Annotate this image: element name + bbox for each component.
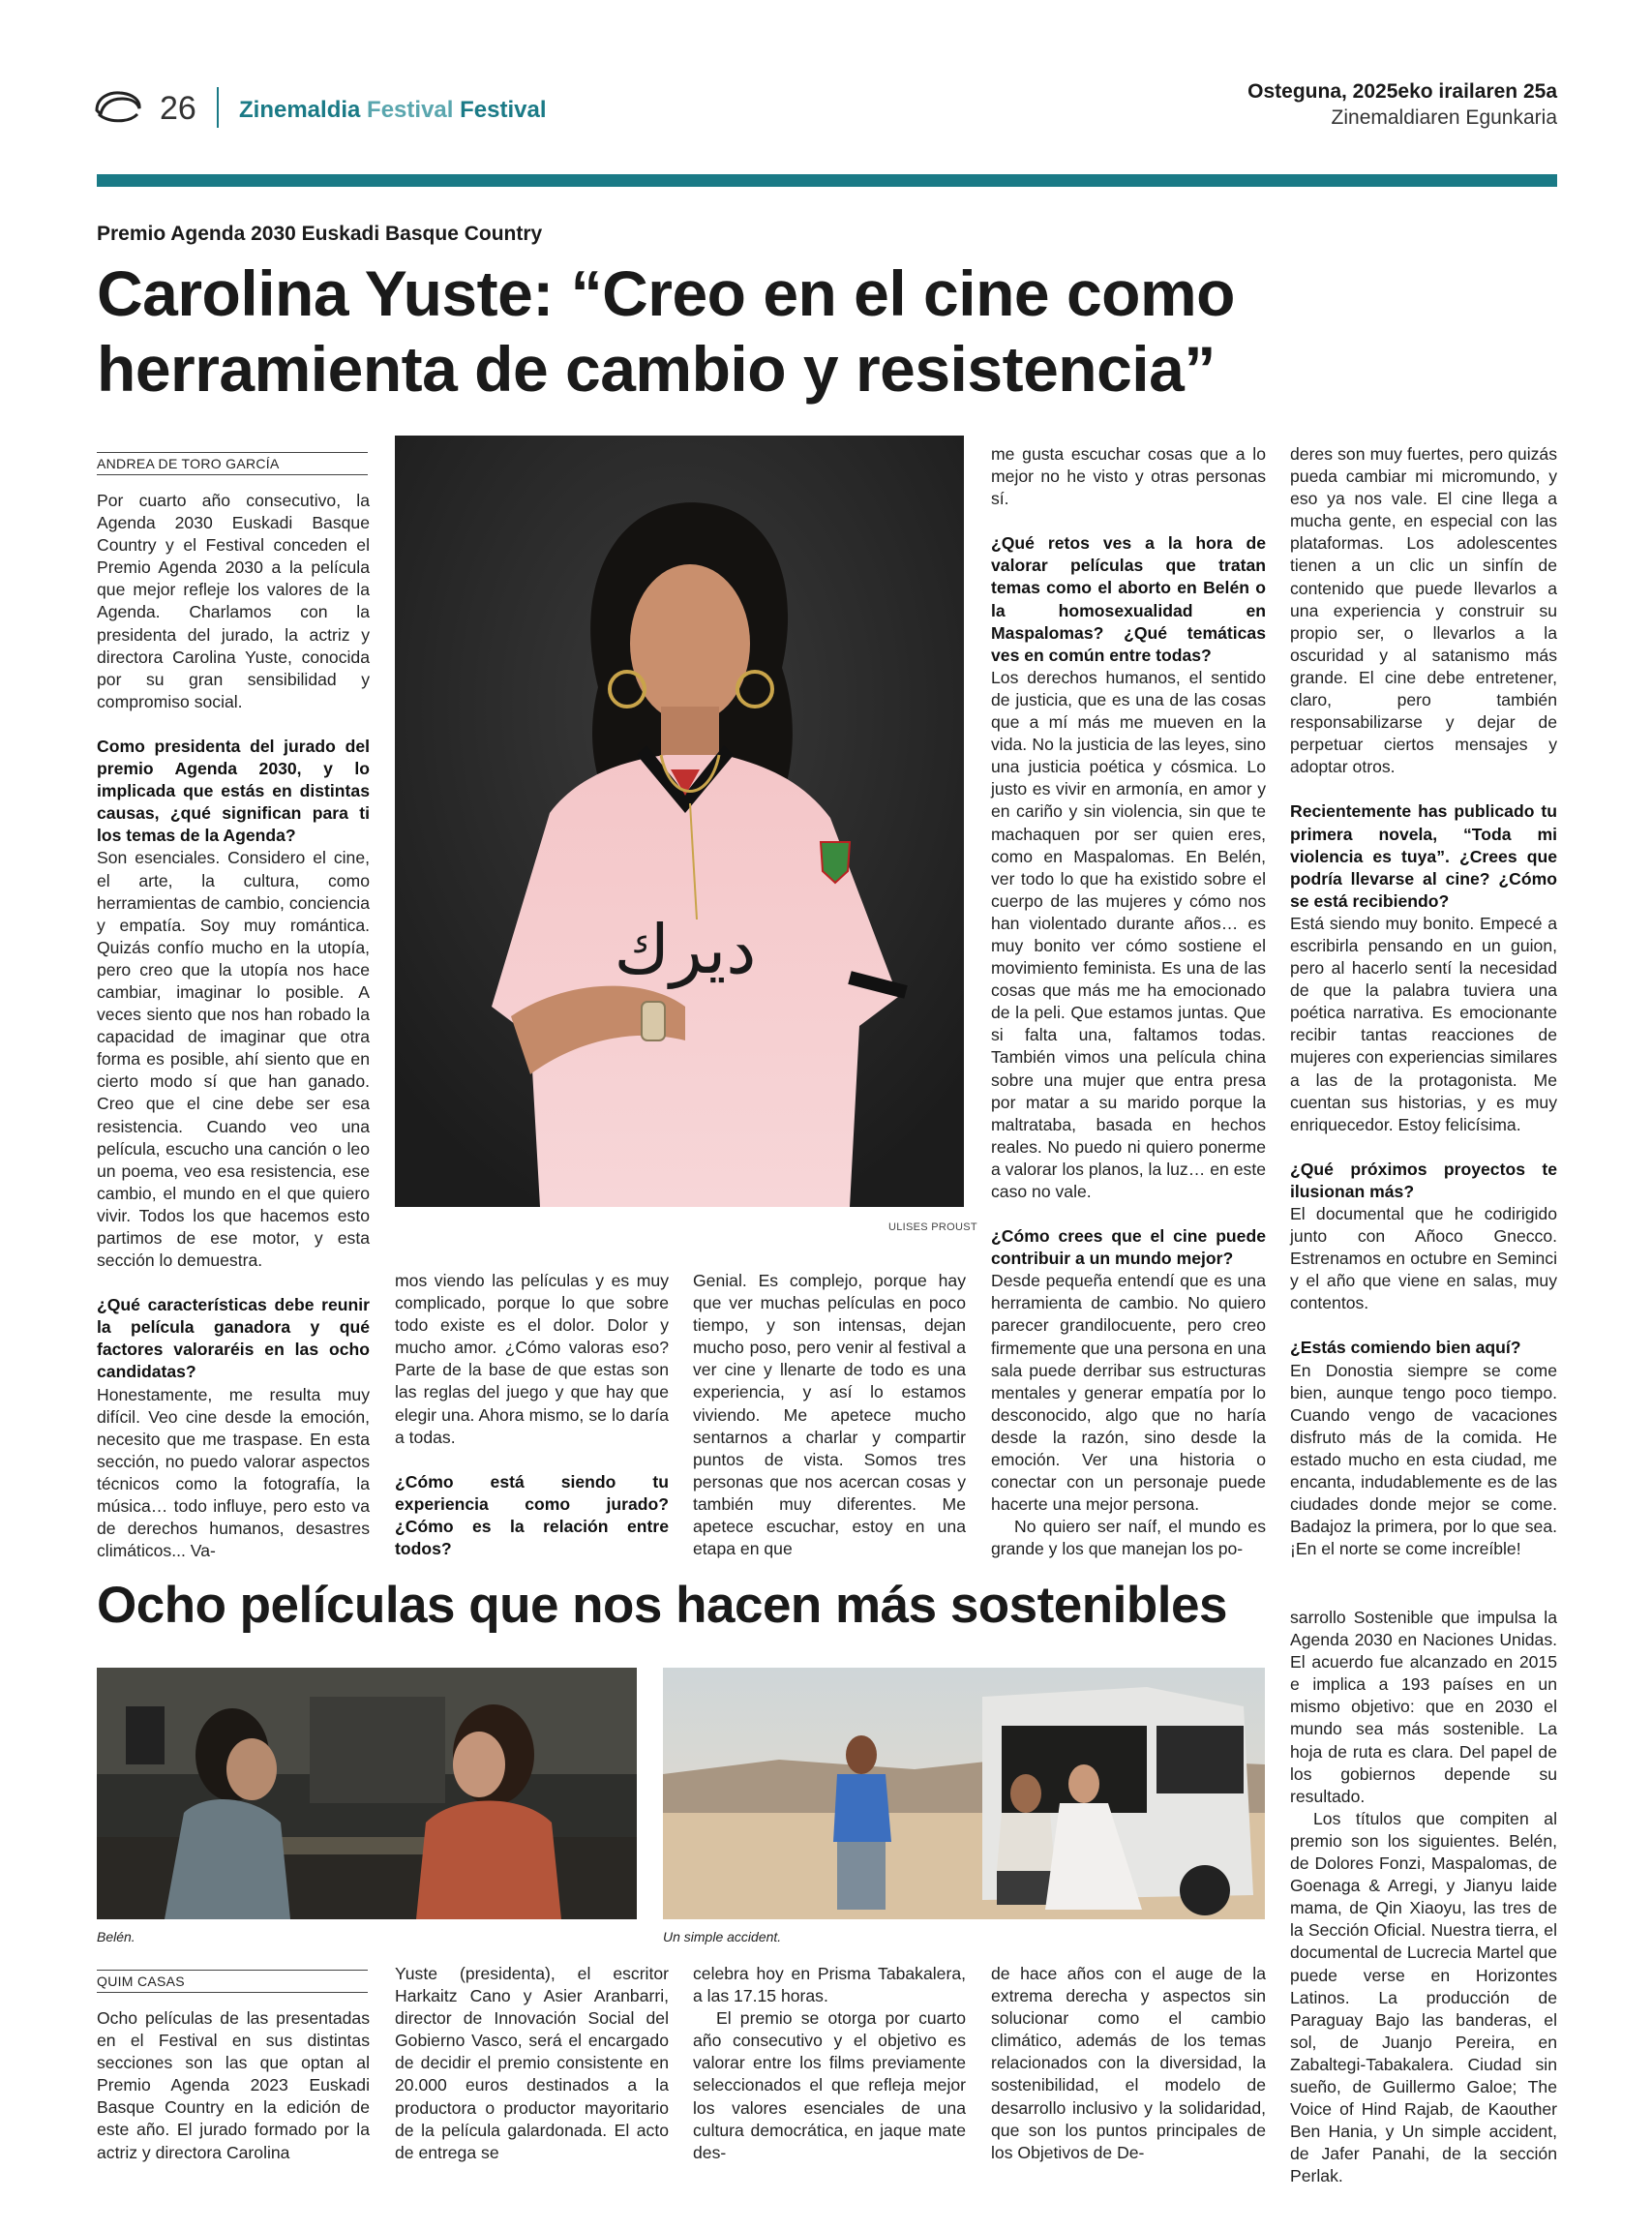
article-headline: Carolina Yuste: “Creo en el cine como herramienta de cambio y resistencia”: [97, 257, 1235, 405]
article-column-5: deres son muy fuertes, pero quizás pueda cambiar mi micromundo, y eso ya nos vale. El cine llega a mucha gente, en especial con las plataformas. Los adolescentes tienen a un clic un sinfín de contenido que puede llevarlos a una experiencia y construir su propio ser, o llevarlos a la oscuridad y al satanismo más grande. El cine debe entretener, claro, pero también responsabilizarse y dejar de perpetuar ciertos mensajes y adoptar otros. Recientemente has publicado tu primera novela, “Toda mi violencia es tuya”. ¿Crees que podría llevarse al cine? ¿Cómo se está recibiendo? Está siendo muy bonito. Empecé a escribirla pensando en un guion, pero al hacerlo sentí la necesidad de que la palabra tuviera una poética narrativa. Es emocionante recibir tantas reacciones de mujeres con experiencias similares a las de la protagonista. Me cuentan sus historias, y es muy enriquecedor. Estoy felicísima. ¿Qué próximos proyectos te ilusionan más? El documental que he codirigido junto con Añoco Gnecco. Estrenamos en octubre en Seminci y el año que viene en salas, muy contentos. ¿Estás comiendo bien aquí? En Donostia siempre se come bien, aunque tengo poco tiempo. Cuando vengo de vacaciones disfruto más de la comida. He estado mucho en esta ciudad, me encanta, indudablemente es de las ciudades donde mejor se come. Badajoz la primera, por lo que sea. ¡En el norte se come increíble!: [1290, 444, 1557, 1559]
issue-date: Osteguna, 2025eko irailaren 25a: [1247, 80, 1557, 103]
second-byline: QUIM CASAS: [97, 1970, 368, 1993]
second-article-column-2: Yuste (presidenta), el escritor Harkaitz Cano y Asier Aranbarri, director de Innovación Social del Gobierno Vasco, será el encargado de decidir el premio consistente en 20.000 euros destinados a la productora o productor mayoritario de la película galardonada. El acto de entrega se: [395, 1964, 669, 2162]
byline: ANDREA DE TORO GARCÍA: [97, 452, 368, 475]
article-column-3: Genial. Es complejo, porque hay que ver muchas películas en poco tiempo, y son intensas, dejan mucho poso, pero venir al festival a ver cine y llenarte de todo es una experiencia, y así lo estamos viviendo. Me apetece mucho sentarnos a charlar y compartir puntos de vista. Somos tres personas que nos acercan cosas y también muy diferentes. Me apetece escuchar, estoy en una etapa en que: [693, 1271, 966, 1559]
page-number: 26: [160, 90, 196, 127]
carolina-yuste-photo: [395, 436, 964, 1207]
festival-logo-icon: [93, 89, 143, 126]
second-article-headline: Ocho películas que nos hacen más sostenibles: [97, 1577, 1227, 1634]
un-simple-accident-caption: Un simple accident.: [663, 1929, 782, 1944]
header-divider: [217, 87, 219, 128]
shirt-text: ديرك: [614, 910, 757, 989]
header-rule: [97, 174, 1557, 187]
second-article-column-4: de hace años con el auge de la extrema derecha y aspectos sin solucionar como el cambio climático, además de los temas relacionados con la diversidad, la sostenibilidad, el modelo de desarrollo inclusivo y la solidaridad, que son los puntos principales de los Objetivos de De-: [991, 1964, 1266, 2162]
article-column-2: mos viendo las películas y es muy complicado, porque lo que sobre todo existe es el dolor. Dolor y mucho amor. ¿Cómo valoras eso? Parte de la base de que estas son las reglas del juego y que hay que elegir una. Ahora mismo, se lo daría a todas. ¿Cómo está siendo tu experiencia como jurado? ¿Cómo es la relación entre todos?: [395, 1271, 669, 1559]
belen-caption: Belén.: [97, 1929, 135, 1944]
un-simple-accident-photo: [663, 1668, 1265, 1919]
second-article-column-5: sarrollo Sostenible que impulsa la Agenda 2030 en Naciones Unidas. El acuerdo fue alcanzado en 2015 e implica a 193 países en un mismo objetivo: que en 2030 el mundo sea más sostenible. La hoja de ruta es clara. Del papel de los gobiernos depende su resultado. Los títulos que compiten al premio son los siguientes. Belén, de Dolores Fonzi, Maspalomas, de Goenaga & Arregi, y Jianyu laide mama, de Qin Xiaoyu, las tres de la Sección Oficial. Nuestra tierra, el documental de Lucrecia Martel que puede verse en Horizontes Latinos. La producción de Paraguay Bajo las banderas, el sol, de Juanjo Pereira, en Zabaltegi-Tabakalera. Ciudad sin sueño, de Guillermo Galoe; The Voice of Hind Rajab, de Kaouther Ben Hania, y Un simple accident, de Jafer Panahi, de la sección Perlak.: [1290, 1608, 1557, 2186]
article-column-4: me gusta escuchar cosas que a lo mejor no he visto y otras personas sí. ¿Qué retos ves a la hora de valorar películas que tratan temas como el aborto en Belén o la homosexualidad en Maspalomas? ¿Qué temáticas ves en común entre todas? Los derechos humanos, el sentido de justicia, que es una de las cosas que a mí más me mueven en la vida. No la justicia de las leyes, sino una justicia poética y cósmica. Lo justo es vivir en armonía, en amor y en cariño y sin violencia, sin que te machaquen por ser quien eres, como en Maspalomas. En Belén, ver todo lo que ha existido sobre el cuerpo de las mujeres y cómo nos han violentado durante años… es muy bonito ver cómo sostiene el movimiento feminista. Es una de las cosas que más me ha emocionado de la peli. Que estamos juntas. Que si falta una, faltamos todas. También vimos una película china sobre una mujer que entra presa por matar a su marido porque la maltrataba, basada en hechos reales. No puedo ni quiero ponerme a valorar los planos, la luz… en este caso no vale. ¿Cómo crees que el cine puede contribuir a un mundo mejor? Desde pequeña entendí que es una herramienta de cambio. No quiero parecer grandilocuente, pero creo firmemente que una persona en una sala puede derribar sus estructuras mentales y generar empatía por lo desconocido, algo que no haría desde la razón, sino desde la emoción. Ver una historia o conectar con un personaje puede hacerte una mejor persona. No quiero ser naíf, el mundo es grande y los que manejan los po-: [991, 444, 1266, 1559]
photo-credit: ULISES PROUST: [888, 1221, 977, 1233]
publication-name: Zinemaldia Festival Festival: [239, 97, 547, 123]
second-article-column-1: Ocho películas de las presentadas en el Festival en sus distintas secciones son las que optan al Premio Agenda 2023 Euskadi Basque Country en la edición de este año. El jurado formado por la actriz y directora Carolina: [97, 2008, 370, 2162]
second-article-column-3: celebra hoy en Prisma Tabakalera, a las 17.15 horas. El premio se otorga por cuarto año consecutivo y el objetivo es valorar entre los films previamente seleccionados el que refleja mejor los valores esenciales de una cultura democrática, en jaque mate des-: [693, 1964, 966, 2162]
article-column-1: Por cuarto año consecutivo, la Agenda 2030 Euskadi Basque Country y el Festival conceden el Premio Agenda 2030 a la película que mejor refleje los valores de la Agenda. Charlamos con la presidenta del jurado, la actriz y directora Carolina Yuste, conocida por su gran sensibilidad y compromiso social. Como presidenta del jurado del premio Agenda 2030, y lo implicada que estás en distintas causas, ¿qué significan para ti los temas de la Agenda? Son esenciales. Considero el cine, el arte, la cultura, como herramientas de cambio, conciencia y empatía. Soy muy romántica. Quizás confío mucho en la utopía, pero creo que la utopía nos hace cambiar, imaginar lo posible. A veces siento que nos han robado la capacidad de imaginar que otra forma es posible, ahí siento que en cierto modo sí que han ganado. Creo que el cine debe ser esa resistencia. Cuando veo una película, escucho una canción o leo un poema, veo esa resistencia, ese cambio, el mundo en el que quiero vivir. Todos los que hacemos esto partimos de ese motor, y esta sección lo demuestra. ¿Qué características debe reunir la película ganadora y qué factores valoraréis en las ocho candidatas? Honestamente, me resulta muy difícil. Veo cine desde la emoción, necesito que me traspase. En esta sección, no puedo valorar aspectos técnicos como la fotografía, la música… todo influye, pero esto va de derechos humanos, desastres climáticos... Va-: [97, 491, 370, 1561]
paper-name: Zinemaldiaren Egunkaria: [1331, 106, 1557, 129]
article-kicker: Premio Agenda 2030 Euskadi Basque Country: [97, 223, 543, 245]
belen-photo: [97, 1668, 637, 1919]
